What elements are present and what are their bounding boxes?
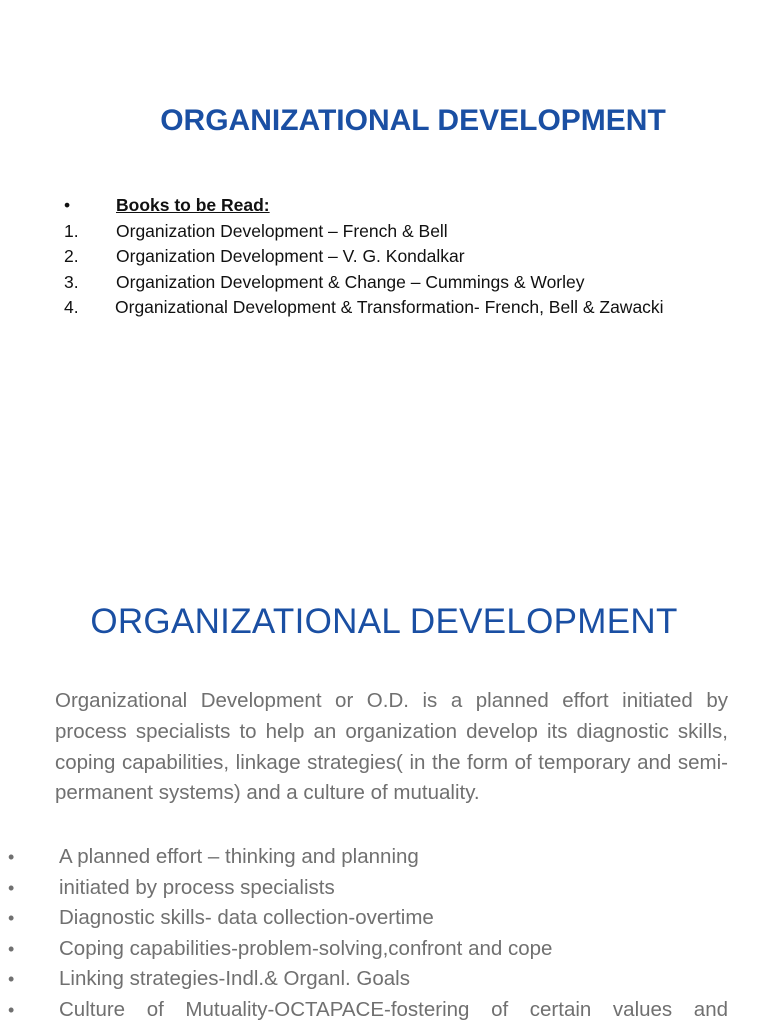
bullet-marker: • [8,964,28,995]
book-number: 1. [64,219,116,245]
bullet-marker: • [64,193,116,219]
slide-2-title: ORGANIZATIONAL DEVELOPMENT [0,602,768,642]
list-item [8,903,728,934]
list-item-text: initiated by process specialists [59,873,335,904]
book-number: 4. [64,295,115,321]
books-heading-row [64,193,664,219]
book-title: Organizational Development & Transformation- French, Bell & Zawacki [115,297,664,317]
list-item [8,934,728,965]
od-bullet-list [8,842,728,1025]
list-item [8,842,728,873]
book-number: 2. [64,244,116,270]
list-item-text: Culture of Mutuality-OCTAPACE-fostering of certain values and [59,995,728,1025]
bullet-marker: • [8,995,28,1025]
slide-1-title: ORGANIZATIONAL DEVELOPMENT [0,104,768,138]
book-title: Organization Development – French & Bell [116,221,448,241]
books-heading: Books to be Read: [116,195,270,215]
book-number: 3. [64,270,116,296]
bullet-marker: • [8,903,28,934]
book-item [64,244,664,270]
book-item [64,295,664,321]
list-item-text: Diagnostic skills- data collection-overtime [59,903,434,934]
list-item [8,995,728,1025]
book-title: Organization Development & Change – Cummings & Worley [116,272,585,292]
list-item-text: Coping capabilities-problem-solving,confront and cope [59,934,552,965]
book-title: Organization Development – V. G. Kondalkar [116,246,465,266]
book-item [64,270,664,296]
book-item [64,219,664,245]
bullet-marker: • [8,842,28,873]
books-list [64,193,664,321]
list-item-text: Linking strategies-Indl.& Organl. Goals [59,964,410,995]
slide-2 [0,560,768,1024]
bullet-marker: • [8,873,28,904]
list-item [8,964,728,995]
list-item-text: A planned effort – thinking and planning [59,842,419,873]
definition-paragraph: Organizational Development or O.D. is a planned effort initiated by process specialists to help an organization develop its diagnostic skills, coping capabilities, linkage strategies( in the form of temporary and semi-permanent systems) and a culture of mutuality. [55,686,728,809]
bullet-marker: • [8,934,28,965]
list-item [8,873,728,904]
